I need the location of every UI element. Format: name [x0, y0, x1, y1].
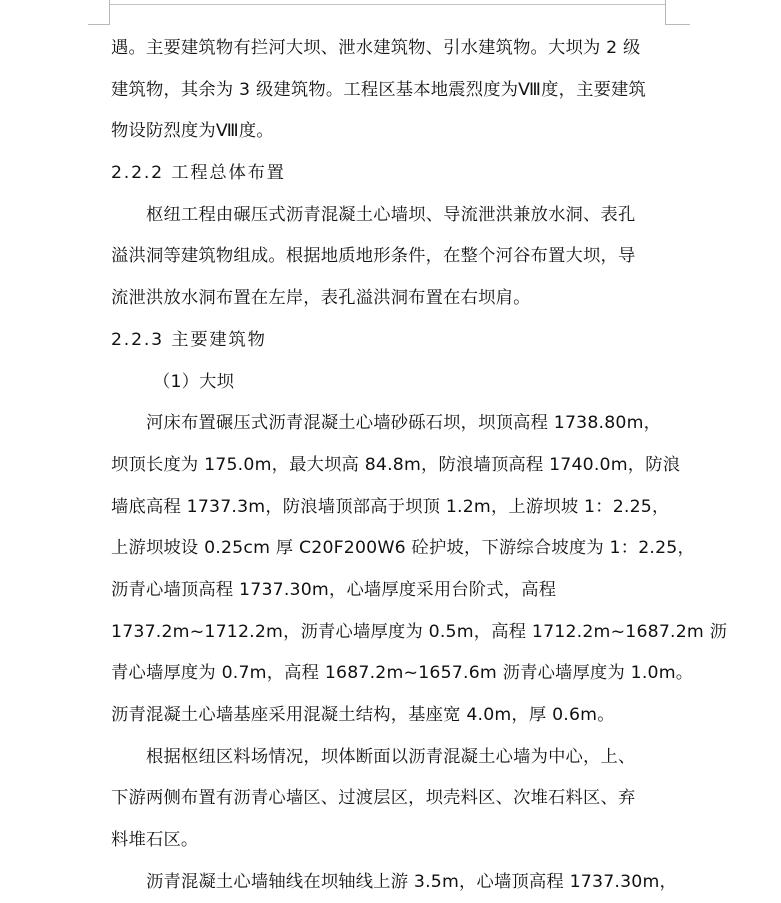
paragraph-line: 沥青心墙顶高程 1737.30m，心墙厚度采用台阶式，高程 [111, 579, 557, 600]
document-body [111, 28, 728, 903]
paragraph-line: 料堆石区。 [111, 830, 199, 851]
top-right-margin-mark [665, 0, 690, 25]
paragraph-line: 根据枢纽区料场情况，坝体断面以沥青混凝土心墙为中心，上、 [146, 746, 636, 767]
paragraph-line: 沥青混凝土心墙轴线在坝轴线上游 3.5m，心墙顶高程 1737.30m， [146, 871, 677, 892]
paragraph-line: 枢纽工程由碾压式沥青混凝土心墙坝、导流泄洪兼放水洞、表孔 [146, 204, 636, 225]
paragraph-line: 溢洪洞等建筑物组成。根据地质地形条件，在整个河谷布置大坝，导 [111, 246, 636, 267]
paragraph-line: 建筑物，其余为 3 级建筑物。工程区基本地震烈度为Ⅷ度，主要建筑 [111, 79, 647, 100]
section-heading-2-2-2: 2.2.2 工程总体布置 [111, 163, 286, 184]
paragraph-line: 青心墙厚度为 0.7m，高程 1687.2m~1657.6m 沥青心墙厚度为 1.0m。 [111, 663, 694, 684]
paragraph-line: 沥青混凝土心墙基座采用混凝土结构，基座宽 4.0m，厚 0.6m。 [111, 705, 615, 725]
paragraph-line: 上游坝坡设 0.25cm 厚 C20F200W6 砼护坡，下游综合坡度为 1：2.25， [111, 538, 695, 559]
paragraph-line: 1737.2m~1712.2m，沥青心墙厚度为 0.5m，高程 1712.2m~1687.2m 沥 [111, 621, 728, 642]
header-margin-line [109, 4, 665, 5]
subsection-heading-dam: （1）大坝 [153, 371, 235, 392]
paragraph-line: 下游两侧布置有沥青心墙区、过渡层区，坝壳料区、次堆石料区、弃 [111, 788, 636, 809]
paragraph-line: 流泄洪放水洞布置在左岸，表孔溢洪洞布置在右坝肩。 [111, 288, 531, 309]
paragraph-line: 物设防烈度为Ⅷ度。 [111, 121, 274, 142]
paragraph-line: 坝顶长度为 175.0m，最大坝高 84.8m，防浪墙顶高程 1740.0m，防浪 [111, 454, 681, 475]
section-heading-2-2-3: 2.2.3 主要建筑物 [111, 329, 267, 350]
paragraph-line: 河床布置碾压式沥青混凝土心墙砂砾石坝，坝顶高程 1738.80m， [146, 413, 662, 434]
paragraph-line: 遇。主要建筑物有拦河大坝、泄水建筑物、引水建筑物。大坝为 2 级 [111, 38, 641, 58]
top-left-margin-mark [88, 0, 110, 25]
paragraph-line: 墙底高程 1737.3m，防浪墙顶部高于坝顶 1.2m，上游坝坡 1：2.25， [111, 496, 670, 517]
